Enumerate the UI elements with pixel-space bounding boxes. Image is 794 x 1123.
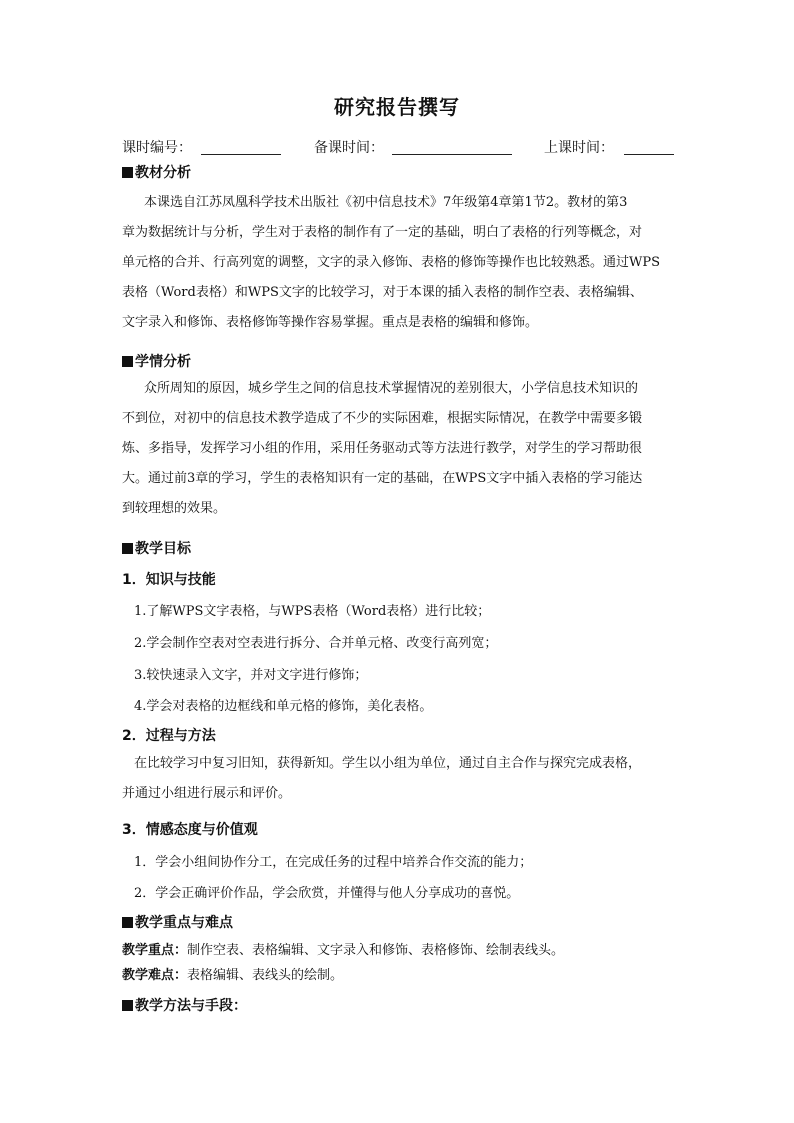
section-heading-key-points: 教学重点与难点	[122, 912, 233, 932]
square-bullet-icon	[122, 917, 133, 928]
textbook-analysis-paragraph	[122, 188, 678, 338]
process-paragraph	[122, 749, 678, 809]
paragraph-line: 章为数据统计与分析，学生对于表格的制作有了一定的基础，明白了表格的行列等概念，对	[122, 225, 643, 240]
square-bullet-icon	[122, 1000, 133, 1011]
paragraph-line: 大。通过前3章的学习，学生的表格知识有一定的基础，在WPS文字中插入表格的学习能达	[122, 471, 643, 486]
section-heading-goals: 教学目标	[122, 538, 191, 558]
paragraph-line: 众所周知的原因，城乡学生之间的信息技术掌握情况的差别很大，小学信息技术知识的	[144, 381, 639, 396]
key-difficulty-label: 教学难点：	[122, 968, 188, 983]
list-item: 4.学会对表格的边框线和单元格的修饰，美化表格。	[134, 699, 433, 714]
learner-analysis-paragraph	[122, 374, 678, 524]
section-heading-textbook: 教材分析	[122, 162, 191, 182]
paragraph-line: 炼、多指导，发挥学习小组的作用，采用任务驱动式等方法进行教学，对学生的学习帮助很	[122, 441, 643, 456]
list-item: 2．学会正确评价作品，学会欣赏，并懂得与他人分享成功的喜悦。	[134, 886, 520, 901]
class-time-blank	[624, 154, 674, 155]
subheading-knowledge: 1．知识与技能	[122, 572, 216, 588]
subheading-attitude: 3．情感态度与价值观	[122, 822, 258, 838]
paragraph-line: 到较理想的效果。	[122, 501, 227, 516]
key-focus-label: 教学重点：	[122, 943, 188, 958]
paragraph-line: 并通过小组进行展示和评价。	[122, 786, 292, 801]
section-heading-methods: 教学方法与手段：	[122, 995, 247, 1015]
lesson-no-blank	[201, 154, 281, 155]
paragraph-line: 不到位，对初中的信息技术教学造成了不少的实际困难，根据实际情况，在教学中需要多锻	[122, 411, 643, 426]
list-item: 1．学会小组间协作分工，在完成任务的过程中培养合作交流的能力；	[134, 855, 533, 870]
list-item: 1.了解WPS文字表格，与WPS表格（Word表格）进行比较；	[134, 604, 491, 619]
lesson-meta-row	[122, 137, 674, 159]
key-difficulty-text: 表格编辑、表线头的绘制。	[187, 968, 344, 983]
subheading-process: 2．过程与方法	[122, 728, 216, 744]
lesson-no-label: 课时编号：	[122, 140, 192, 156]
paragraph-line: 文字录入和修饰、表格修饰等操作容易掌握。重点是表格的编辑和修饰。	[122, 315, 539, 330]
square-bullet-icon	[122, 356, 133, 367]
square-bullet-icon	[122, 543, 133, 554]
page-title: 研究报告撰写	[334, 95, 460, 119]
paragraph-line: 单元格的合并、行高列宽的调整，文字的录入修饰、表格的修饰等操作也比较熟悉。通过WPS	[122, 255, 661, 270]
prep-time-label: 备课时间：	[314, 140, 384, 156]
paragraph-line: 表格（Word表格）和WPS文字的比较学习，对于本课的插入表格的制作空表、表格编辑、	[122, 285, 643, 300]
paragraph-line: 本课选自江苏凤凰科学技术出版社《初中信息技术》7年级第4章第1节2。教材的第3	[144, 195, 628, 210]
square-bullet-icon	[122, 167, 133, 178]
list-item: 2.学会制作空表对空表进行拆分、合并单元格、改变行高列宽；	[134, 636, 498, 651]
paragraph-line: 在比较学习中复习旧知，获得新知。学生以小组为单位，通过自主合作与探究完成表格，	[134, 756, 642, 771]
prep-time-blank	[392, 154, 512, 155]
section-heading-learner: 学情分析	[122, 351, 191, 371]
key-focus-line	[122, 939, 564, 958]
list-item: 3.较快速录入文字，并对文字进行修饰；	[134, 668, 368, 683]
key-difficulty-line	[122, 964, 343, 983]
class-time-label: 上课时间：	[544, 140, 614, 156]
key-focus-text: 制作空表、表格编辑、文字录入和修饰、表格修饰、绘制表线头。	[187, 943, 565, 958]
